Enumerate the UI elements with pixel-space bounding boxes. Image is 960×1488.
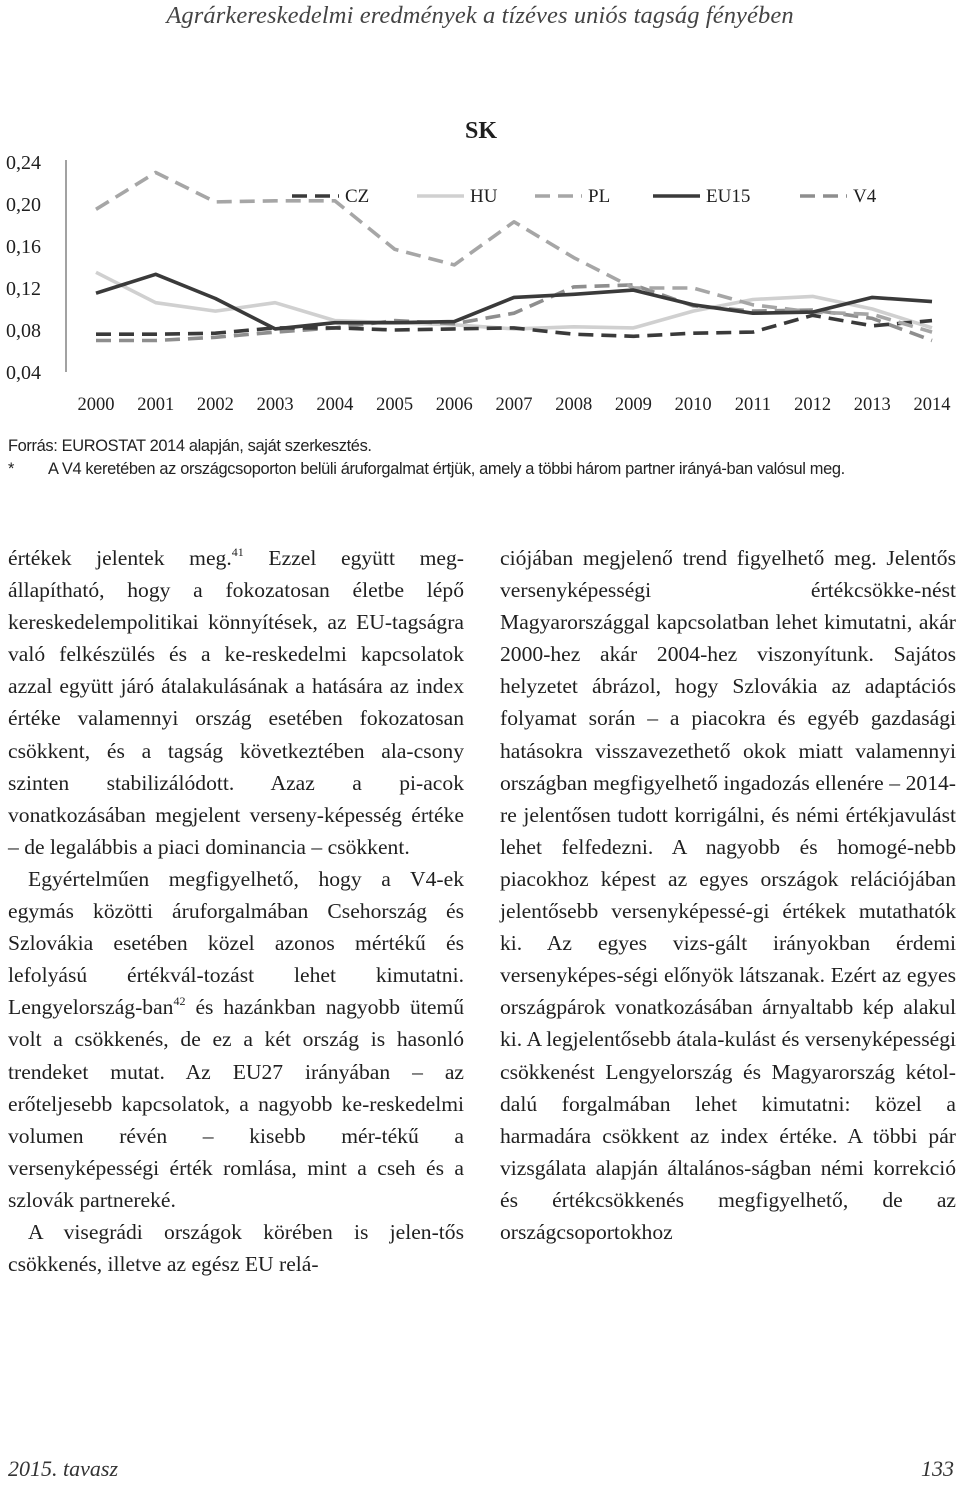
page-number: 133: [921, 1456, 954, 1481]
x-tick-label: 2005: [376, 395, 414, 415]
y-tick-label: 0,24: [6, 152, 41, 174]
paragraph: [8, 863, 464, 1216]
footnote-star-mark: *: [8, 459, 15, 478]
y-tick-label: 0,20: [6, 194, 41, 216]
text-run: Ezzel együtt meg-állapítható, hogy a fokozatosan életbe lépő kereskedelempolitikai könnyítések, az EU-tagságra való felkészülés és a ke-reskedelmi kapcsolatok azzal együtt járó átalakulásának a hatására az index értéke valamennyi ország esetében fokozatosan csökkent, és a tagság következtében ala-csony szinten stabilizálódott. Azaz a pi-acok vonatkozásában megjelent verseny-képesség értéke – de legalábbis a piaci dominancia – csökkent.: [8, 546, 464, 859]
x-tick-label: 2000: [77, 395, 115, 415]
legend-label-hu: HU: [470, 186, 498, 207]
footer-issue: 2015. tavasz: [8, 1456, 118, 1481]
x-tick-label: 2014: [913, 395, 951, 415]
y-tick-labels: [6, 152, 41, 384]
y-tick-label: 0,12: [6, 278, 41, 300]
figure-notes: [8, 435, 956, 480]
x-tick-label: 2009: [614, 395, 652, 415]
x-tick-label: 2006: [435, 395, 473, 415]
legend: [292, 186, 877, 207]
text-run: értékek jelentek meg.: [8, 546, 232, 570]
source-note: Forrás: EUROSTAT 2014 alapján, saját szerkesztés.: [8, 437, 372, 455]
x-tick-label: 2012: [794, 395, 832, 415]
legend-label-v4: V4: [853, 186, 877, 207]
x-tick-label: 2010: [674, 395, 712, 415]
x-tick-label: 2002: [196, 395, 234, 415]
running-header: Agrárkereskedelmi eredmények a tízéves uniós tagság fényében: [166, 2, 794, 29]
y-tick-label: 0,04: [6, 362, 41, 384]
x-tick-label: 2004: [316, 395, 354, 415]
y-tick-label: 0,08: [6, 320, 41, 342]
paragraph: [8, 542, 464, 863]
footnote-star-text: A V4 keretében az országcsoporton belüli áruforgalmat értjük, amely a többi három partner irányá-ban valósul meg.: [48, 459, 845, 478]
legend-label-pl: PL: [588, 186, 611, 207]
chart-title: SK: [464, 118, 498, 144]
body-column-left: [8, 542, 464, 1280]
footnote-ref-42: 42: [173, 994, 186, 1009]
paragraph: ciójában megjelenő trend figyelhető meg. Jelentős versenyképességi értékcsökke-nést Magyarországgal kapcsolatban lehet kimutatni, akár 2000-hez akár 2004-hez viszonyítunk. Sajátos helyzetet ábrázol, hogy Szlovákia az adaptációs folyamat során – a piacokra és egyéb gazdasági hatásokra visszavezethető okok miatt valamennyi országban megfigyelhető ingadozás ellenére – 2014-re jelentősen tudott korrigálni, és némi értékjavulást lehet felfedezni. A nagyobb és homogé-nebb piacokhoz képest az egyes országok relációjában jelentősebb versenyképessé-gi értékek mutathatók ki. Az egyes vizs-gált irányokban érdemi versenyképes-ségi előnyök látszanak. Ezért az egyes országpárok vonatkozásában árnyaltabb kép alakul ki. A legjelentősebb átala-kulást és versenyképességi csökkenést Lengyelország és Magyarország kétol-dalú forgalmában lehet kimutatni: közel a harmadára csökkent az index értéke. A többi pár vizsgálata alapján általános-ságban némi korrekció és értékcsökkenés megfigyelhető, de az országcsoportokhoz: [500, 546, 956, 1244]
text-run: Egyértelműen megfigyelhető, hogy a V4-ek egymás közötti áruforgalmában Csehország és Szlovákia esetében közel azonos mértékű és lefolyású értékvál-tozást lehet kimutatni. Lengyelország-ban: [8, 866, 464, 1020]
legend-label-cz: CZ: [345, 186, 370, 207]
paragraph: A visegrádi országok körében is jelen-tős csökkenés, illetve az egész EU relá-: [8, 1219, 464, 1277]
x-tick-label: 2008: [555, 395, 593, 415]
body-column-right: [500, 542, 956, 1248]
x-tick-label: 2003: [256, 395, 294, 415]
y-tick-label: 0,16: [6, 236, 41, 258]
x-tick-labels: [78, 395, 951, 415]
x-tick-label: 2007: [495, 395, 533, 415]
series-line-eu15: [96, 274, 932, 329]
legend-label-eu15: EU15: [706, 186, 751, 207]
line-chart: [0, 100, 960, 420]
text-run: és hazánkban nagyobb ütemű volt a csökkenés, de ez a két ország is hasonló trendeket mutat. Az EU27 irányában – az erőteljesebb kapcsolatok, a nagyobb ke-reskedelmi volumen révén – kisebb mér-tékű a versenyképességi érték romlása, mint a cseh és a szlovák partnereké.: [8, 995, 464, 1212]
footnote-star: [8, 458, 956, 481]
x-tick-label: 2001: [137, 395, 175, 415]
x-tick-label: 2011: [734, 395, 772, 415]
x-tick-label: 2013: [853, 395, 891, 415]
series-line-cz: [96, 315, 932, 336]
footnote-ref-41: 41: [231, 545, 244, 559]
